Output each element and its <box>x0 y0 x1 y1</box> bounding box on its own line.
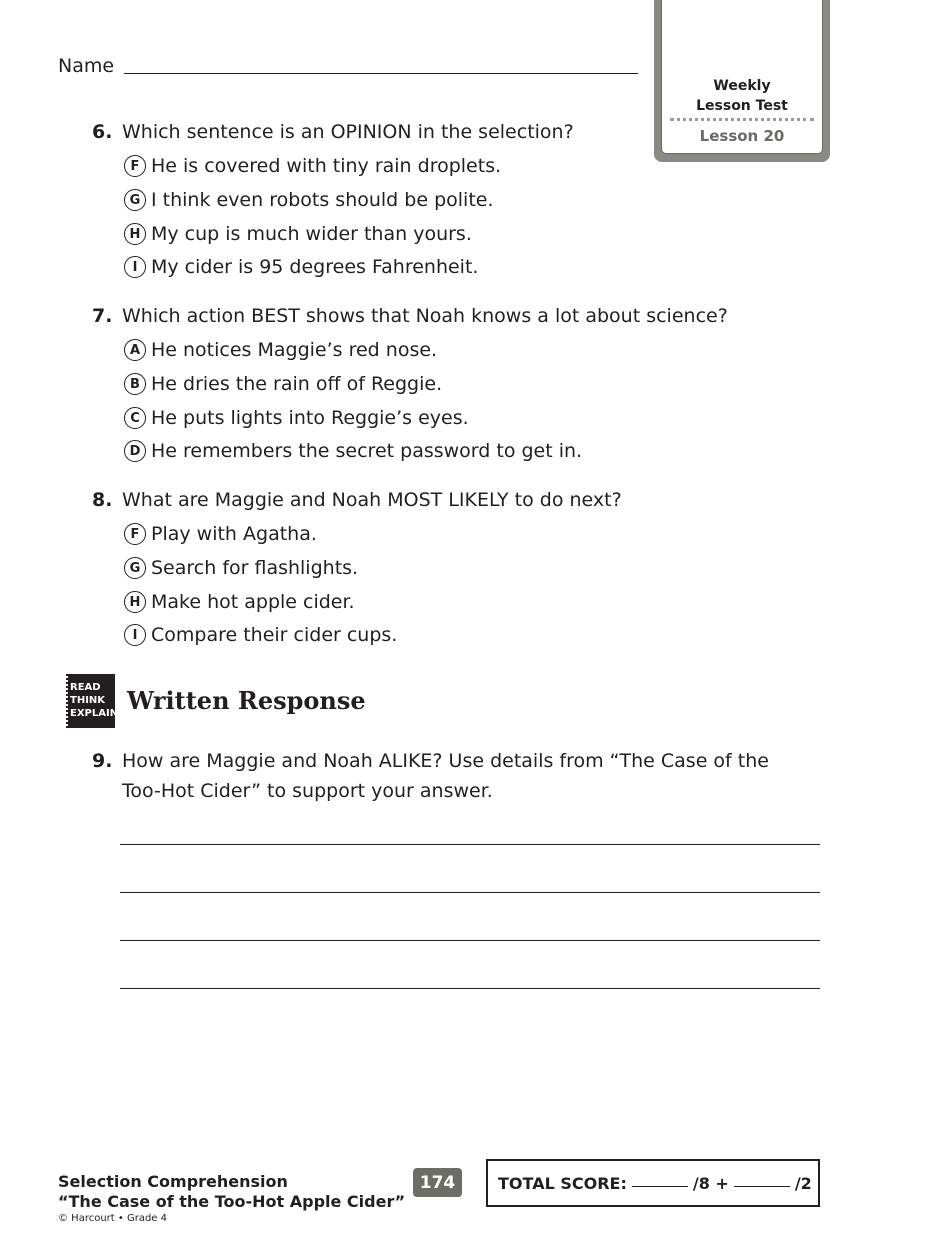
option-text: Make hot apple cider. <box>151 591 355 613</box>
answer-option[interactable] <box>124 155 501 177</box>
answer-line[interactable] <box>120 988 820 989</box>
section-title: Written Response <box>127 686 366 715</box>
answer-option[interactable] <box>124 591 355 613</box>
question-text: Which sentence is an OPINION in the selection? <box>122 121 574 143</box>
answer-option[interactable] <box>124 624 397 646</box>
page-number: 174 <box>413 1168 462 1197</box>
option-text: I think even robots should be polite. <box>151 189 494 211</box>
answer-option[interactable] <box>124 339 437 361</box>
question-9 <box>92 746 792 806</box>
question-text: How are Maggie and Noah ALIKE? Use details from “The Case of the Too-Hot Cider” to support your answer. <box>122 750 769 802</box>
answer-bubble[interactable]: H <box>124 591 146 613</box>
option-text: He dries the rain off of Reggie. <box>151 373 443 395</box>
option-text: Search for flashlights. <box>151 557 359 579</box>
option-text: He remembers the secret password to get in. <box>151 440 583 462</box>
tab-title-lesson-test: Lesson Test <box>696 98 788 114</box>
name-label: Name <box>58 55 115 77</box>
score-max-2: /2 <box>794 1173 812 1193</box>
question-text: What are Maggie and Noah MOST LIKELY to do next? <box>122 489 622 511</box>
copyright: © Harcourt • Grade 4 <box>58 1213 167 1224</box>
option-text: My cup is much wider than yours. <box>151 223 472 245</box>
tab-lesson-number: Lesson 20 <box>699 127 785 145</box>
question-number: 6. <box>92 121 113 143</box>
tab-divider <box>670 118 814 121</box>
answer-option[interactable] <box>124 189 494 211</box>
answer-bubble[interactable]: D <box>124 440 146 462</box>
footer-section-label: Selection Comprehension <box>58 1172 288 1191</box>
option-text: Compare their cider cups. <box>151 624 398 646</box>
icon-label-read: READ <box>70 682 101 693</box>
answer-bubble[interactable]: G <box>124 189 146 211</box>
answer-bubble[interactable]: I <box>124 624 146 646</box>
answer-option[interactable] <box>124 373 442 395</box>
footer-selection-name: “The Case of the Too-Hot Apple Cider” <box>58 1192 406 1211</box>
score-blank-1[interactable] <box>632 1186 688 1187</box>
icon-label-think: THINK <box>70 695 106 706</box>
answer-option[interactable] <box>124 223 472 245</box>
answer-option[interactable] <box>124 256 478 278</box>
question-8 <box>92 489 622 511</box>
footer-title <box>58 1172 405 1212</box>
total-score-box <box>486 1159 820 1207</box>
answer-option[interactable] <box>124 440 582 462</box>
answer-bubble[interactable]: F <box>124 523 146 545</box>
answer-bubble[interactable]: H <box>124 223 146 245</box>
answer-line[interactable] <box>120 844 820 845</box>
answer-option[interactable] <box>124 557 358 579</box>
answer-bubble[interactable]: I <box>124 256 146 278</box>
question-number: 8. <box>92 489 113 511</box>
answer-option[interactable] <box>124 523 317 545</box>
option-text: He puts lights into Reggie’s eyes. <box>151 407 469 429</box>
answer-line[interactable] <box>120 892 820 893</box>
question-text: Which action BEST shows that Noah knows a lot about science? <box>122 305 728 327</box>
lesson-tab <box>654 0 830 162</box>
score-max-1: /8 + <box>692 1173 729 1193</box>
read-think-explain-icon <box>58 674 119 728</box>
tab-title-weekly: Weekly <box>713 78 771 94</box>
answer-bubble[interactable]: A <box>124 339 146 361</box>
score-blank-2[interactable] <box>734 1186 790 1187</box>
answer-line[interactable] <box>120 940 820 941</box>
answer-bubble[interactable]: G <box>124 557 146 579</box>
score-label: TOTAL SCORE: <box>498 1173 627 1193</box>
option-text: Play with Agatha. <box>151 523 317 545</box>
question-6 <box>92 121 574 143</box>
question-number: 9. <box>92 750 113 772</box>
option-text: He is covered with tiny rain droplets. <box>151 155 502 177</box>
answer-bubble[interactable]: F <box>124 155 146 177</box>
option-text: He notices Maggie’s red nose. <box>151 339 438 361</box>
question-number: 7. <box>92 305 113 327</box>
option-text: My cider is 95 degrees Fahrenheit. <box>151 256 479 278</box>
answer-bubble[interactable]: B <box>124 373 146 395</box>
answer-bubble[interactable]: C <box>124 407 146 429</box>
name-field[interactable] <box>124 73 638 74</box>
icon-label-explain: EXPLAIN <box>70 708 119 719</box>
answer-option[interactable] <box>124 407 469 429</box>
question-7 <box>92 305 728 327</box>
